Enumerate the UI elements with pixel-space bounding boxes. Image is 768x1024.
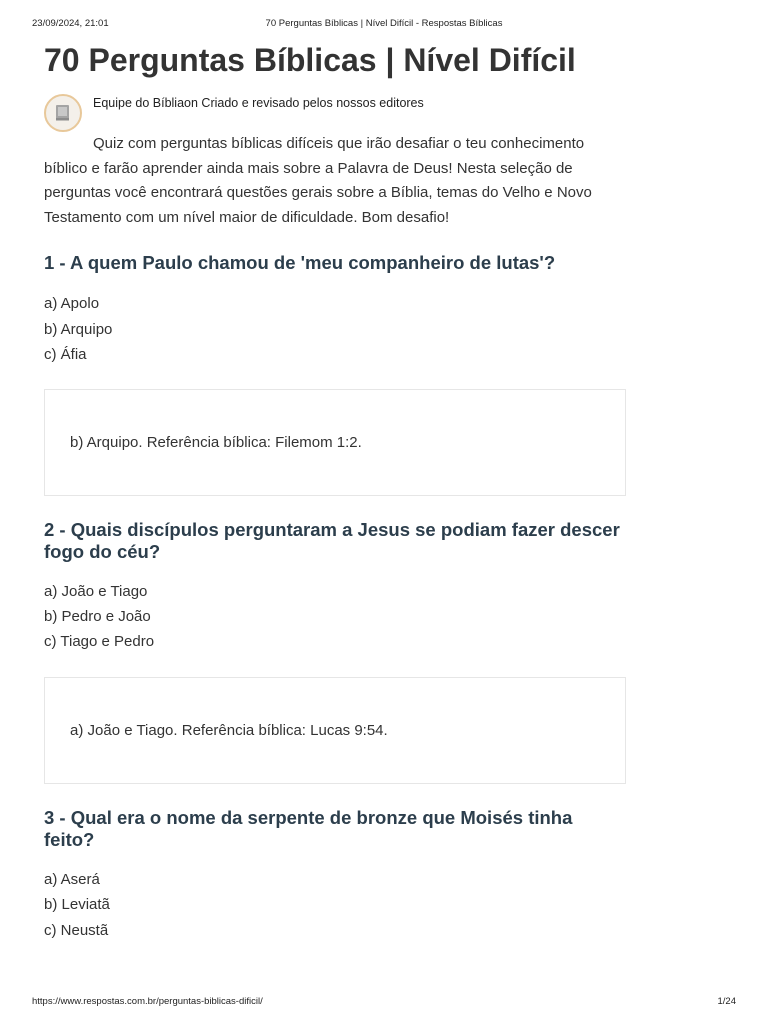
print-footer (32, 996, 736, 1008)
question-heading: 3 - Qual era o nome da serpente de bronze que Moisés tinha feito? (44, 806, 573, 850)
options-list (44, 291, 626, 367)
answer-box (44, 677, 626, 784)
print-page-number: 1/24 (717, 996, 736, 1007)
answer-box (44, 389, 626, 496)
page-title: 70 Perguntas Bíblicas | Nível Difícil (44, 42, 576, 78)
answer-text: a) João e Tiago. Referência bíblica: Lucas 9:54. (70, 721, 388, 739)
options-list (44, 867, 626, 943)
option-item: b) Pedro e João (44, 607, 151, 625)
option-item: c) Tiago e Pedro (44, 633, 155, 651)
print-url: https://www.respostas.com.br/perguntas-biblicas-dificil/ (32, 996, 263, 1007)
option-item: a) Aserá (44, 870, 100, 888)
options-list (44, 579, 626, 655)
question-heading: 1 - A quem Paulo chamou de 'meu companheiro de lutas'? (44, 252, 556, 274)
author-avatar (44, 94, 82, 132)
intro-paragraph: Quiz com perguntas bíblicas difíceis que irão desafiar o teu conhecimento bíblico e farão aprender ainda mais sobre a Palavra de Deus! Nesta seleção de perguntas você encontrará questões gerais sobre a Bíblia, temas do Velho e Novo Testamento com um nível maior de dificuldade. Bom desafio! (44, 135, 592, 226)
print-header (32, 18, 736, 30)
option-item: b) Leviatã (44, 896, 110, 914)
author-credit: Equipe do Bíbliaon Criado e revisado pelos nossos editores (93, 96, 424, 110)
author-block (44, 94, 626, 134)
article (44, 40, 626, 943)
answer-text: b) Arquipo. Referência bíblica: Filemom 1:2. (70, 433, 362, 451)
option-item: a) João e Tiago (44, 582, 148, 600)
print-datetime: 23/09/2024, 21:01 (32, 18, 109, 29)
book-icon (53, 103, 73, 123)
option-item: c) Áfia (44, 346, 87, 364)
option-item: b) Arquipo (44, 320, 113, 338)
option-item: a) Apolo (44, 295, 100, 313)
option-item: c) Neustã (44, 921, 109, 939)
question-heading: 2 - Quais discípulos perguntaram a Jesus se podiam fazer descer fogo do céu? (44, 518, 620, 562)
print-page-title: 70 Perguntas Bíblicas | Nível Difícil - Respostas Bíblicas (265, 18, 503, 29)
